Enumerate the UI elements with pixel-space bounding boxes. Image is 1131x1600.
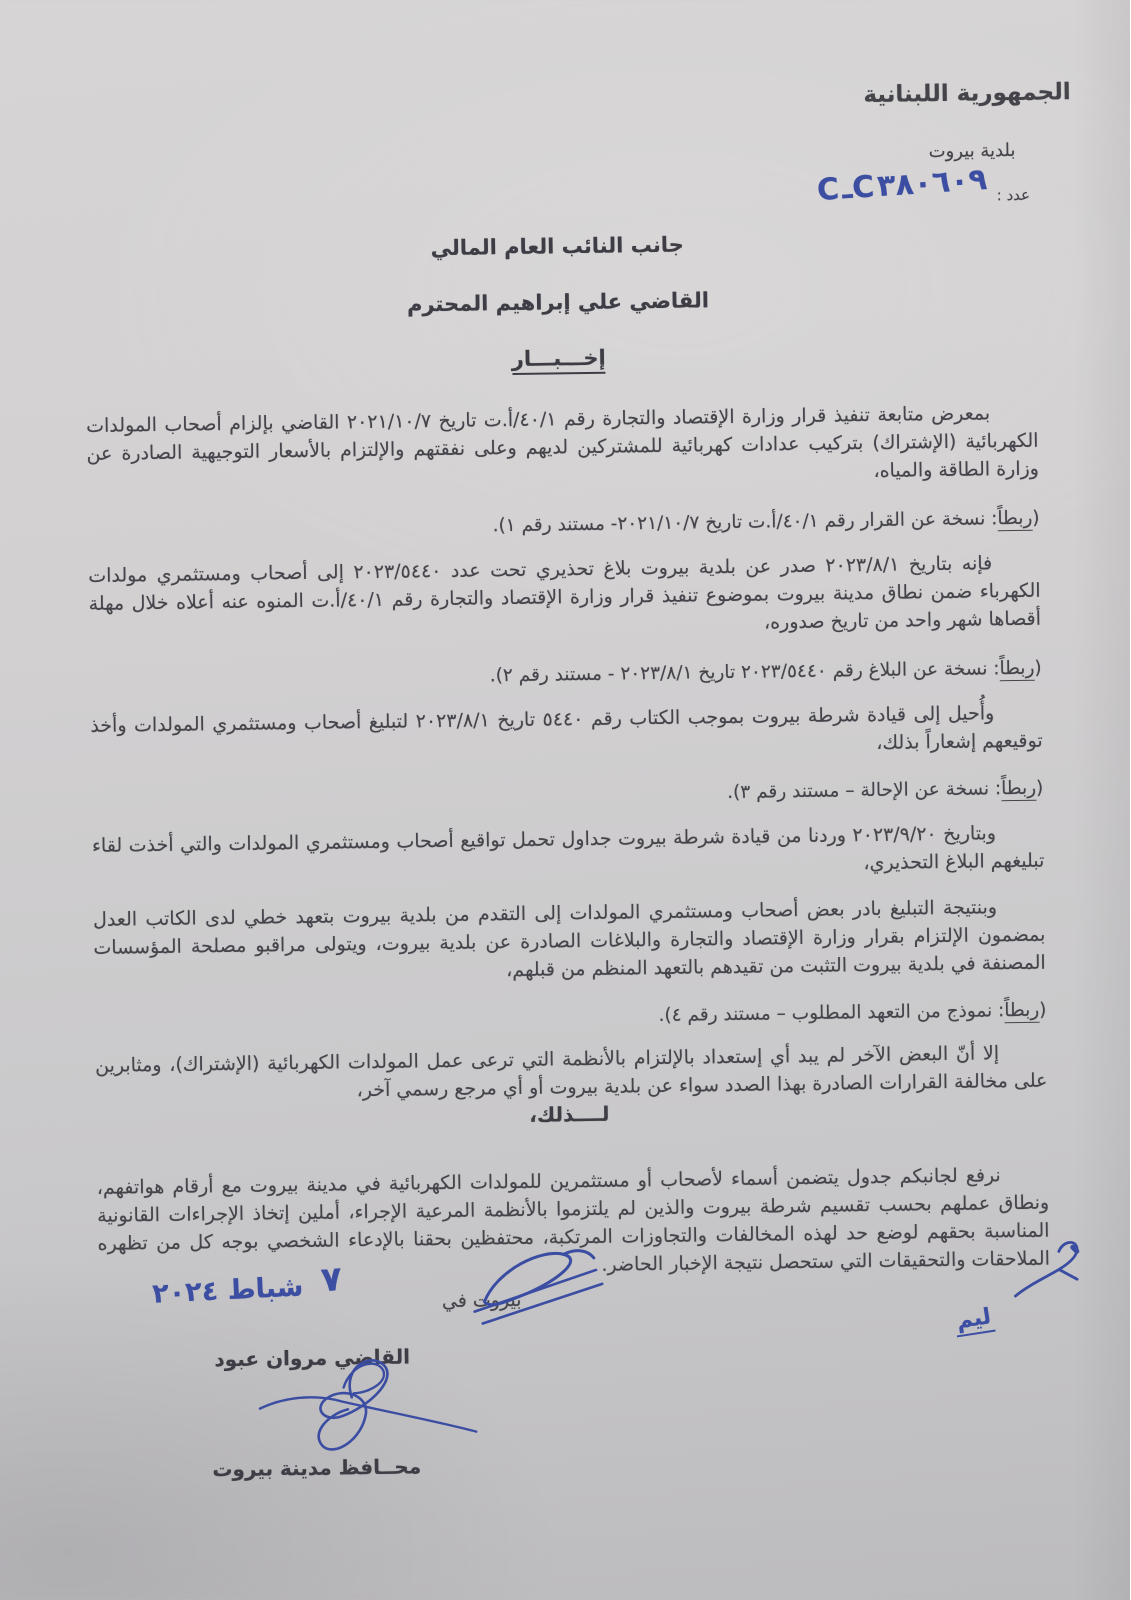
annex-word: ربطاً (998, 507, 1034, 529)
document-title (0, 338, 1125, 378)
paragraph-police-referral: وأُحيل إلى قيادة شرطة بيروت بموجب الكتاب رقم ٥٤٤٠ تاريخ ٢٠٢٣/٨/١ لتبليغ أصحاب ومستثمري المولدات وأخذ توقيعهم إشعاراً بذلك، (91, 702, 1044, 754)
annex-reference-3 (92, 774, 1044, 814)
reference-number-label: عدد : (997, 185, 1032, 205)
annex-word: ربطاً (1005, 999, 1041, 1021)
addressee-line1: جانب النائب العام المالي (431, 232, 685, 261)
reference-number-handwritten: CـC٣٨٠٦٠٩ (816, 161, 989, 209)
annex-reference-2 (91, 654, 1043, 694)
governor-signature (226, 1349, 493, 1463)
handwritten-day: ٧ (320, 1258, 345, 1301)
annex-open-paren: ( (1033, 507, 1041, 529)
annex-4-text: : نموذج من التعهد المطلوب – مستند رقم ٤). (659, 999, 1006, 1026)
annex-open-paren: ( (1035, 657, 1043, 679)
document-title-text: إخـــبـــار (513, 346, 607, 375)
annex-open-paren: ( (1040, 999, 1048, 1021)
margin-paraph-mark (1002, 1235, 1093, 1302)
paragraph-pledges: وبنتيجة التبليغ بادر بعض أصحاب ومستثمري المولدات إلى التقدم من بلدية بيروت بتعهد خطي لدى الكاتب العدل بمضمون الإلتزام بقرار وزارة الإقتصاد والتجارة والبلاغات الصادرة عن بلدية بيروت، ويتولى مراقبو مصلحة المؤسسات المصنفة في بلدية بيروت التثبت من تقيدهم بالتعهد المنظم من قبلهم، (93, 896, 1047, 982)
annex-reference-1 (88, 504, 1040, 544)
paragraph-signatures-received: وبتاريخ ٢٠٢٣/٩/٢٠ وردنا من قيادة شرطة بيروت جداول تحمل تواقيع أصحاب ومستثمري المولدات والتي أخذت لقاء تبليغهم البلاغ التحذيري، (92, 822, 1046, 875)
annex-3-text: : نسخة عن الإحالة – مستند رقم ٣). (728, 777, 1003, 803)
reference-number-row (813, 161, 1032, 209)
judge-title: محــافظ مدينة بيروت (213, 1454, 423, 1482)
paragraph-warning-notice: فإنه بتاريخ ٢٠٢٣/٨/١ صدر عن بلدية بيروت بلاغ تحذيري تحت عدد ٢٠٢٣/٥٤٤٠ إلى أصحاب ومستثمري مولدات الكهرباء ضمن نطاق مدينة بيروت بموضوع تنفيذ قرار وزارة الإقتصاد والتجارة رقم ٤٠/١/أ.ت المنوه عنه أعلاه خلال مهلة أقصاها شهر واحد من تاريخ صدوره، (89, 552, 1043, 634)
annex-2-text: : نسخة عن البلاغ رقم ٢٠٢٣/٥٤٤٠ تاريخ ٢٠٢٣/٨/١ - مستند رقم ٢). (490, 657, 1001, 686)
header-republic: الجمهورية اللبنانية (864, 79, 1072, 109)
margin-initials-handwritten: ليم (954, 1304, 996, 1338)
header-municipality: بلدية بيروت (929, 139, 1017, 163)
addressee-line2: القاضي علي إبراهيم المحترم (407, 288, 711, 317)
paragraph-non-compliance: إلا أنّ البعض الآخر لم يبد أي إستعداد بالإلتزام بالأنظمة التي ترعى عمل المولدات الكهربائية (الإشتراك)، ومثابرين على مخالفة القرارات الصادرة بهذا الصدد سواء عن بلدية بيروت أو أي مرجع رسمي آخر، (95, 1042, 1049, 1102)
paragraph-request: نرفع لجانبكم جدول يتضمن أسماء لأصحاب أو مستثمرين للمولدات الكهربائية في مدينة بيروت مع أرقام هواتفهم، ونطاق عملهم بحسب تقسيم شرطة بيروت والذين لم يلتزموا بالأنظمة المرعية الإجراء، أملين إتخاذ الإجراءات القانونية المناسبة بحقهم لوضع حد لهذه المخالفات والتجاوزات المرتكبة، محتفظين بحقنا بالإدعاء الشخصي بوجه كل من تظهره الملاحقات والتحقيقات التي ستحصل نتيجة الإخبار الحاضر. (97, 1164, 1052, 1276)
paragraph-decision: بمعرض متابعة تنفيذ قرار وزارة الإقتصاد والتجارة رقم ٤٠/١/أ.ت تاريخ ٢٠٢١/١٠/٧ القاضي بإلزام أصحاب المولدات الكهربائية (الإشتراك) بتركيب عدادات كهربائية للمشتركين لديهم وعلى نفقتهم والإلتزام بالأسعار التوجيهية الصادرة عن وزارة الطاقة والمياه، (87, 402, 1041, 482)
annex-open-paren: ( (1036, 777, 1045, 799)
signature-scribble-near-date (469, 1241, 630, 1328)
handwritten-month-year: شباط ٢٠٢٤ (152, 1271, 306, 1310)
judge-name: القاضي مروان عبود (215, 1344, 412, 1372)
annex-word: ربطاً (1002, 777, 1038, 799)
annex-reference-4 (95, 996, 1047, 1036)
place-date-label: بيروت في (442, 1288, 523, 1313)
annex-1-text: : نسخة عن القرار رقم ٤٠/١/أ.ت تاريخ ٢٠٢١/١٠/٧- مستند رقم ١). (493, 507, 999, 536)
annex-word: ربطاً (1000, 657, 1036, 679)
therefore-heading: لــــذلك، (530, 1101, 611, 1127)
